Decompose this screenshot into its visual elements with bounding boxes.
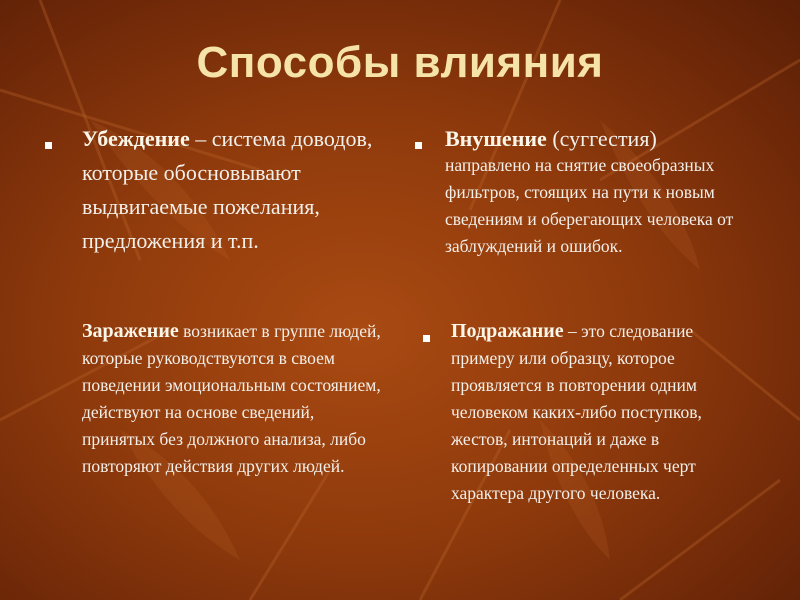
persuasion-block [82,122,382,258]
suggestion-term-extra: (суггестия) [546,126,657,151]
suggestion-block [445,122,735,260]
imitation-block [451,318,751,507]
imitation-text: – это следование примеру или образцу, которое проявляется в повторении одним человеком каких-либо поступков, жестов, интонаций и даже в копировании определенных черт характера другого человека. [451,321,702,503]
slide-title: Способы влияния [196,38,604,87]
persuasion-text: – система доводов, которые обосновывают выдвигаемые пожелания, предложения и т.п. [82,126,373,253]
contagion-text: возникает в группе людей, которые руководствуются в своем поведении эмоциональным состоянием, действуют на основе сведений, принятых без должного анализа, либо повторяют действия других людей. [82,321,381,476]
bullet-icon [423,335,430,342]
bullet-icon [415,142,422,149]
suggestion-term: Внушение [445,126,547,151]
contagion-block [82,318,382,480]
suggestion-text: направлено на снятие своеобразных фильтров, стоящих на пути к новым сведениям и оберегающих человека от заблуждений и ошибок. [445,155,734,256]
persuasion-term: Убеждение [82,126,190,151]
bullet-icon [45,142,52,149]
imitation-term: Подражание [451,320,564,342]
contagion-term: Заражение [82,320,179,342]
